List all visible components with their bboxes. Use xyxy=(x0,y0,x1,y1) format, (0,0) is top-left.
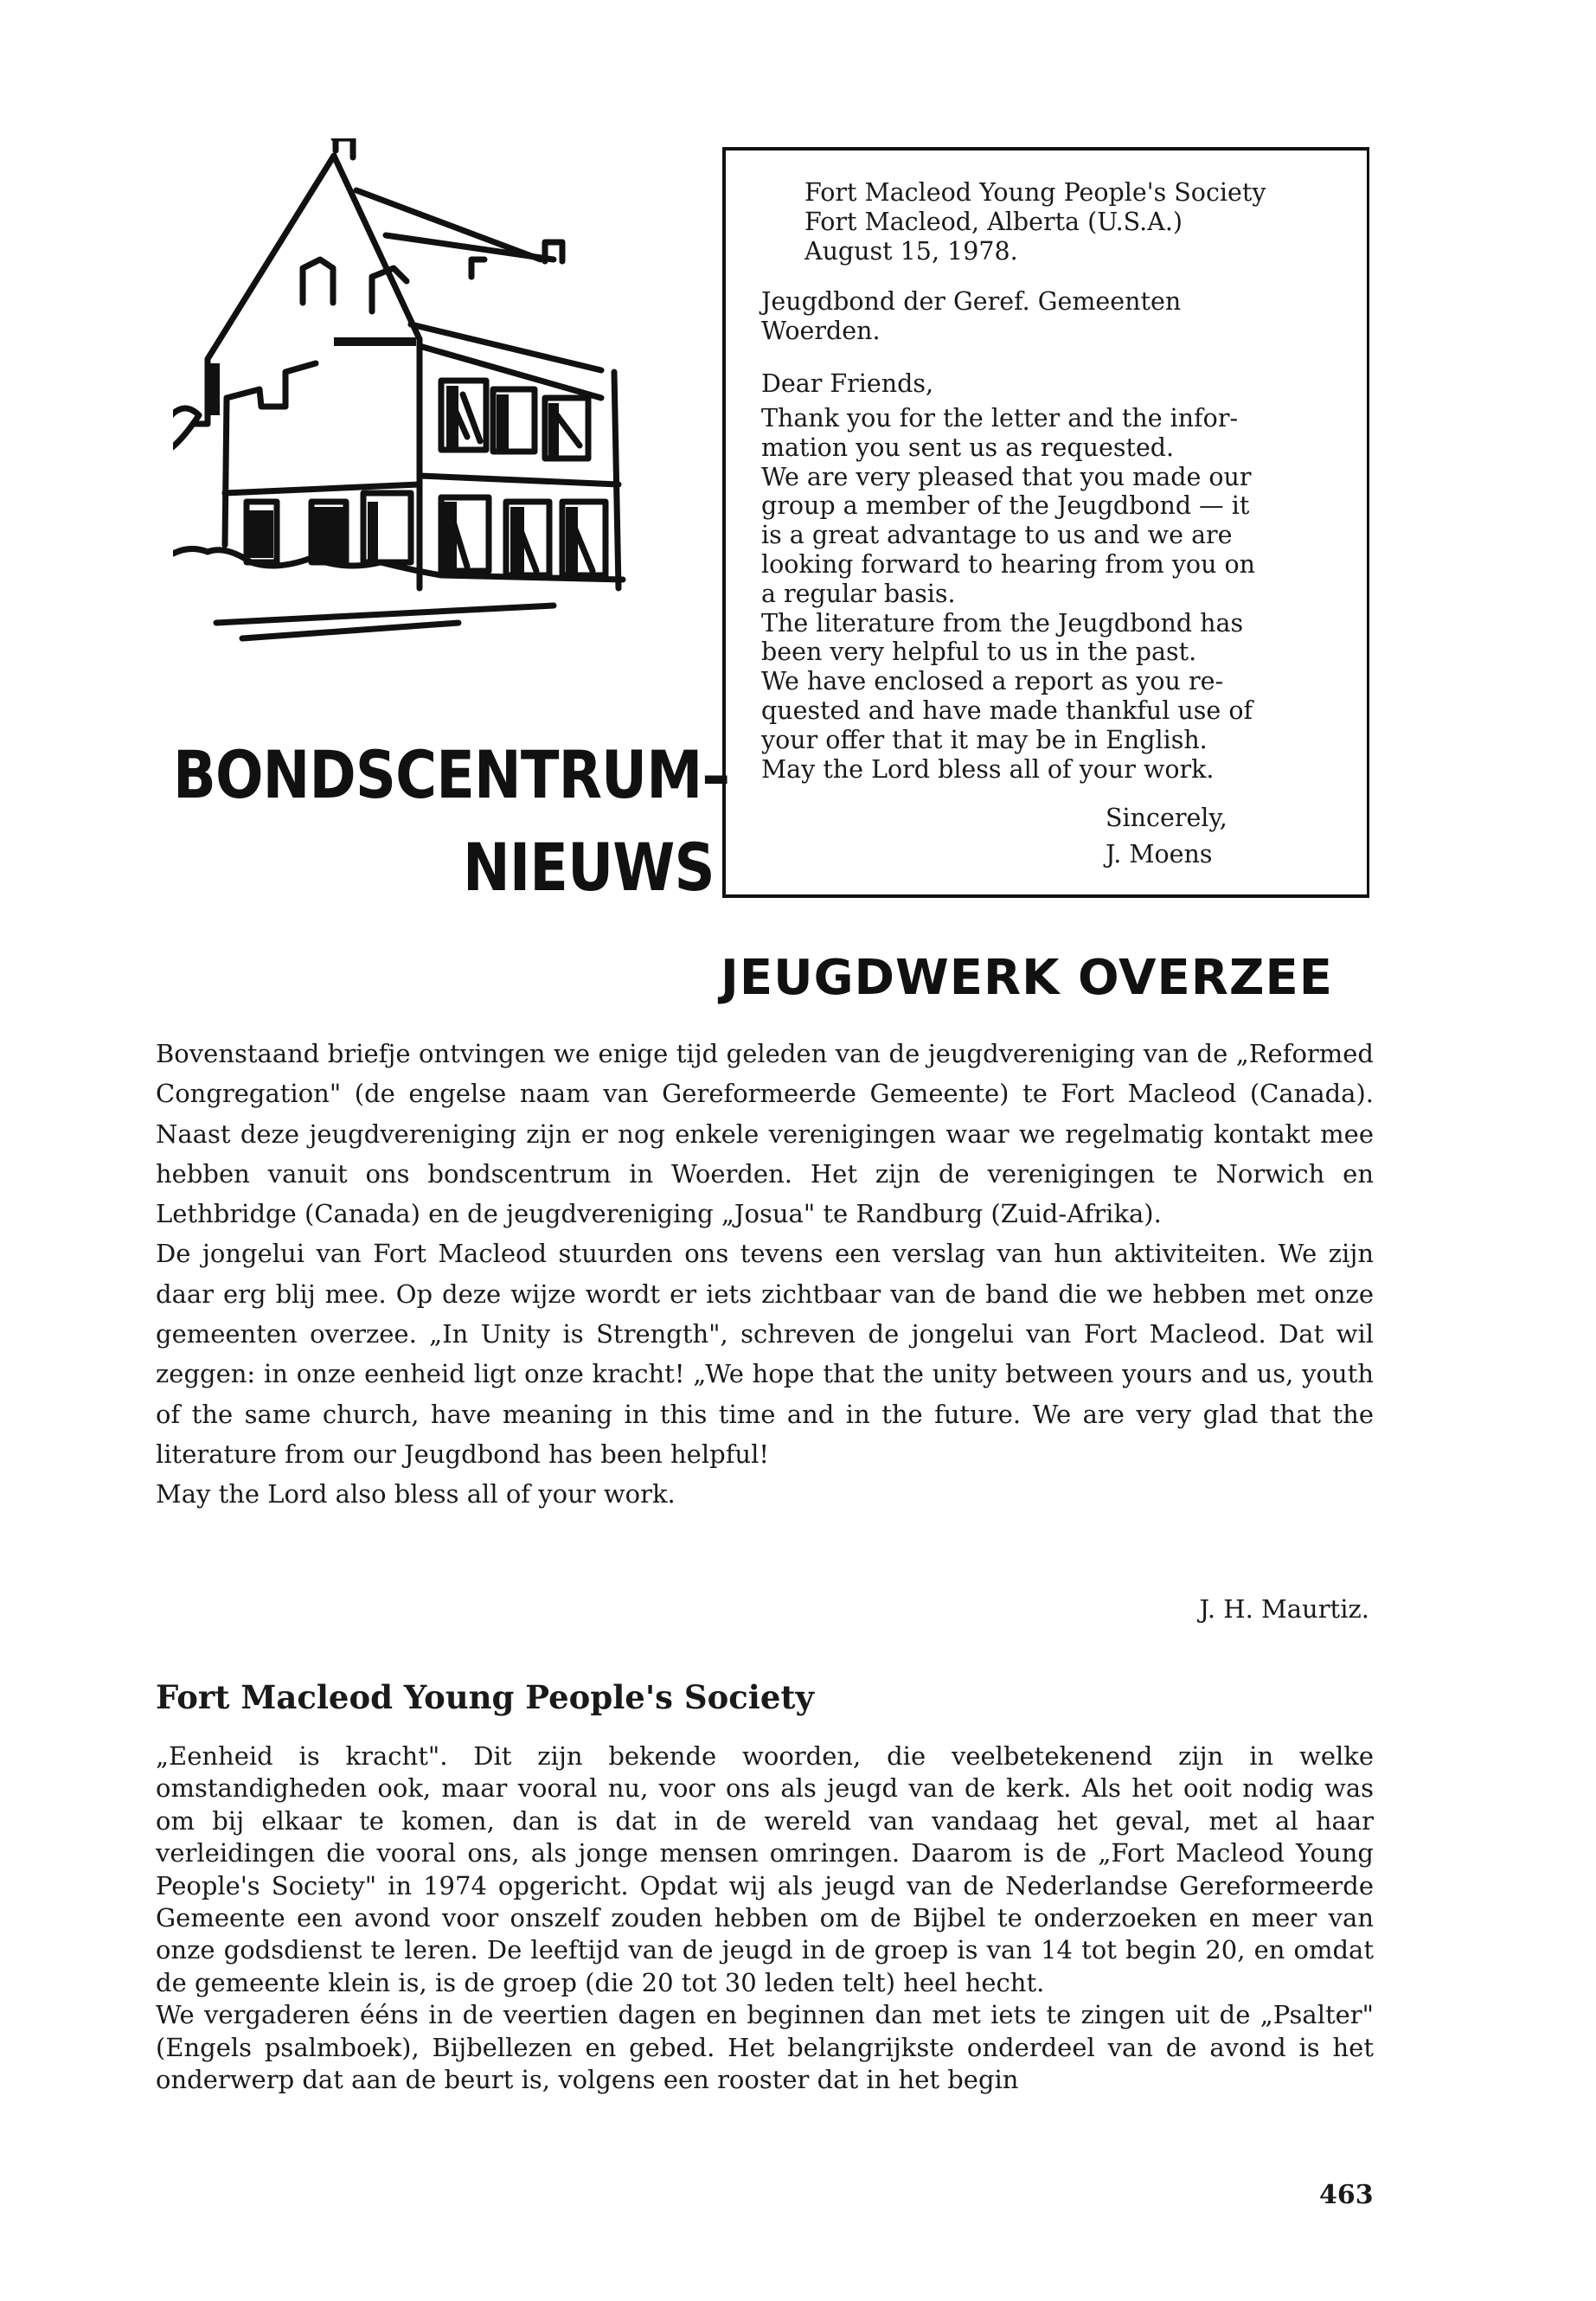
letter-line: group a member of the Jeugdbond — it xyxy=(761,491,1250,521)
letter-line: We are very pleased that you made our xyxy=(761,462,1252,491)
letter-recipient xyxy=(761,287,1341,346)
letter-line: a regular basis. xyxy=(761,579,956,608)
letter-signoff xyxy=(1106,800,1365,873)
letter-body xyxy=(761,404,1341,784)
article-body xyxy=(156,1034,1374,1515)
sender-line: Fort Macleod, Alberta (U.S.A.) xyxy=(804,207,1183,236)
letter-line: looking forward to hearing from you on xyxy=(761,549,1256,579)
section-paragraph: We vergaderen ééns in de veertien dagen en beginnen dan met iets te zingen uit de „Psalter" (Engels psalmboek), Bijbellezen en gebed. Het belangrijkste onderdeel van de avond is het onderwerp dat aan de beurt is, volgens een rooster dat in het begin xyxy=(156,2000,1374,2095)
letter-closing: Sincerely, xyxy=(1106,804,1227,832)
letter-sender xyxy=(804,178,1358,266)
letter-line: The literature from the Jeugdbond has xyxy=(761,608,1244,638)
letter-line: quested and have made thankful use of xyxy=(761,695,1253,725)
sender-line: Fort Macleod Young People's Society xyxy=(804,178,1266,207)
page-number: 463 xyxy=(1319,2180,1374,2210)
masthead-line-2: NIEUWS xyxy=(463,829,715,906)
article-title: JEUGDWERK OVERZEE xyxy=(721,950,1333,1006)
letter-line: May the Lord bless all of your work. xyxy=(761,754,1215,784)
article-paragraph: Bovenstaand briefje ontvingen we enige tijd geleden van de jeugdvereniging van de „Reformed Congregation" (de engelse naam van Gereformeerde Gemeente) te Fort Macleod (Canada). Naast deze jeugdvereniging zijn er nog enkele verenigingen waar we regelmatig kontakt mee hebben vanuit ons bondscentrum in Woerden. Het zijn de verenigingen te Norwich en Lethbridge (Canada) en de jeugdvereniging „Josua" te Randburg (Zuid-Afrika). xyxy=(156,1039,1374,1229)
letter-line: mation you sent us as requested. xyxy=(761,433,1175,462)
sender-line: August 15, 1978. xyxy=(804,236,1018,266)
article-paragraph: May the Lord also bless all of your work. xyxy=(156,1479,676,1509)
section-title: Fort Macleod Young People's Society xyxy=(156,1678,814,1716)
letter-line: is a great advantage to us and we are xyxy=(761,521,1233,550)
letter-line: We have enclosed a report as you re- xyxy=(761,667,1224,696)
house-sketch-icon xyxy=(173,138,692,709)
recipient-line: Jeugdbond der Geref. Gemeenten xyxy=(761,287,1182,316)
letter-salutation: Dear Friends, xyxy=(761,369,934,398)
article-author: J. H. Maurtiz. xyxy=(1199,1594,1369,1624)
section-paragraph: „Eenheid is kracht". Dit zijn bekende woorden, die veelbetekenend zijn in welke omstandigheden ook, maar vooral nu, voor ons als jeugd van de kerk. Als het ooit nodig was om bij elkaar te komen, dan is dat in de wereld van vandaag het geval, met al haar verleidingen die vooral ons, als jonge mensen omringen. Daarom is de „Fort Macleod Young People's Society" in 1974 opgericht. Opdat wij als jeugd van de Nederlandse Gereformeerde Gemeente een avond voor onszelf zouden hebben om de Bijbel te onderzoeken en meer van onze godsdienst te leren. De leeftijd van de jeugd in de groep is van 14 tot begin 20, en omdat de gemeente klein is, is de groep (die 20 tot 30 leden telt) heel hecht. xyxy=(156,1741,1374,1997)
article-paragraph: De jongelui van Fort Macleod stuurden ons tevens een verslag van hun aktiviteiten. We zijn daar erg blij mee. Op deze wijze wordt er iets zichtbaar van de band die we hebben met onze gemeenten overzee. „In Unity is Strength", schreven de jongelui van Fort Macleod. Dat wil zeggen: in onze eenheid ligt onze kracht! „We hope that the unity between yours and us, youth of the same church, have meaning in this time and in the future. We are very glad that the literature from our Jeugdbond has been helpful! xyxy=(156,1239,1374,1469)
letter-signature: J. Moens xyxy=(1106,840,1213,868)
masthead-line-1: BONDSCENTRUM– xyxy=(173,736,730,813)
letter-line: been very helpful to us in the past. xyxy=(761,638,1197,667)
letter-line: your offer that it may be in English. xyxy=(761,725,1208,754)
letter-line: Thank you for the letter and the infor- xyxy=(761,404,1239,433)
recipient-line: Woerden. xyxy=(761,316,881,345)
section-body xyxy=(156,1740,1374,2096)
